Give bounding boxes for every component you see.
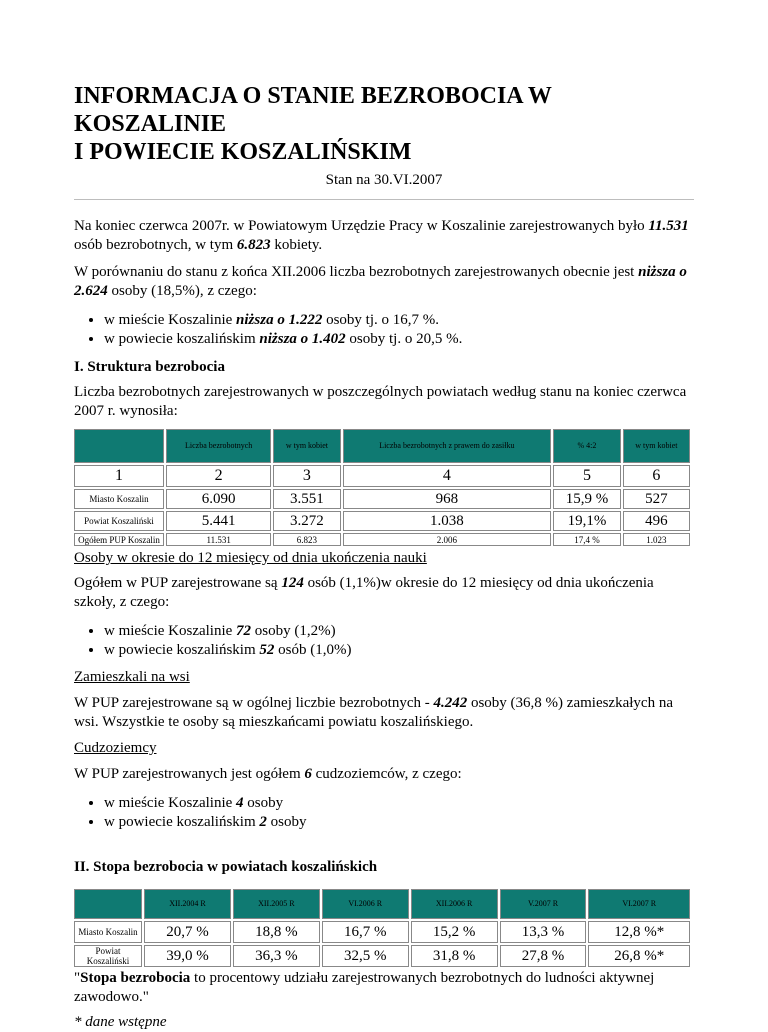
report-date: Stan na 30.VI.2007 [325, 172, 443, 188]
title-line-2: I POWIECIE KOSZALIŃSKIM [74, 139, 412, 165]
total-women: 6.823 [236, 237, 271, 253]
table-row: Powiat Koszaliński 5.441 3.272 1.038 19,1% 496 [74, 511, 690, 531]
table-header-row: XII.2004 R XII.2005 R VI.2006 R XII.2006 R V.2007 R VI.2007 R [74, 889, 690, 919]
village-heading: Zamieszkali na wsi [74, 669, 190, 685]
title-line-1: INFORMACJA O STANIE BEZROBOCIA W KOSZALINIE [74, 83, 552, 137]
comparison-paragraph: W porównaniu do stanu z końca XII.2006 liczba bezrobotnych zarejestrowanych obecnie jest niższa o 2.624 osoby (18,5%), z czego: [74, 264, 687, 299]
table-row: Miasto Koszalin 20,7 % 18,8 % 16,7 % 15,2 % 13,3 % 12,8 %* [74, 921, 690, 943]
graduates-paragraph: Ogółem w PUP zarejestrowane są 124 osób (1,1%)w okresie do 12 miesięcy od dnia ukończenia szkoły, z czego: [74, 575, 654, 610]
table-header-row: Liczba bezrobotnych w tym kobiet Liczba bezrobotnych z prawem do zasiłku % 4:2 w tym kobiet [74, 429, 690, 463]
unemployment-structure-table [72, 427, 692, 548]
comparison-list [74, 311, 694, 349]
graduates-heading: Osoby w okresie do 12 miesięcy od dnia ukończenia nauki [74, 550, 427, 566]
divider [74, 199, 694, 200]
list-item: • w mieście Koszalinie 4 osoby [104, 794, 694, 813]
intro-paragraph: Na koniec czerwca 2007r. w Powiatowym Urzędzie Pracy w Koszalinie zarejestrowanych było 11.531 osób bezrobotnych, w tym 6.823 kobiety. [74, 218, 689, 253]
section-2-heading: II. Stopa bezrobocia w powiatach koszalińskich [74, 859, 378, 875]
footnote: * dane wstępne [74, 1014, 167, 1030]
section-1-heading: I. Struktura bezrobocia [74, 359, 225, 375]
foreigners-heading: Cudzoziemcy [74, 740, 157, 756]
list-item: • w powiecie koszalińskim 52 osób (1,0%) [104, 641, 694, 660]
table-number-row: 1 2 3 4 5 6 [74, 465, 690, 487]
foreigners-list [74, 794, 694, 832]
list-item: • w powiecie koszalińskim 2 osoby [104, 813, 694, 832]
village-paragraph: W PUP zarejestrowane są w ogólnej liczbie bezrobotnych - 4.242 osoby (36,8 %) zamieszkałych na wsi. Wszystkie te osoby są mieszkańcami powiatu koszalińskiego. [74, 695, 673, 730]
table-row: Powiat Koszaliński 39,0 % 36,3 % 32,5 % 31,8 % 27,8 % 26,8 %* [74, 945, 690, 967]
foreigners-paragraph: W PUP zarejestrowanych jest ogółem 6 cudzoziemców, z czego: [74, 766, 462, 782]
list-item: • w mieście Koszalinie 72 osoby (1,2%) [104, 622, 694, 641]
total-unemployed: 11.531 [648, 218, 689, 234]
document-title [74, 0, 694, 166]
definition-paragraph: "Stopa bezrobocia to procentowy udziału zarejestrowanych bezrobotnych do ludności aktywnej zawodowo." [74, 970, 655, 1005]
unemployment-rate-table [72, 887, 692, 969]
section-1-text: Liczba bezrobotnych zarejestrowanych w poszczególnych powiatach według stanu na koniec czerwca 2007 r. wynosiła: [74, 384, 687, 419]
list-item: • w powiecie koszalińskim niższa o 1.402 osoby tj. o 20,5 %. [104, 330, 694, 349]
table-row-total: Ogółem PUP Koszalin 11.531 6.823 2.006 17,4 % 1.023 [74, 533, 690, 546]
table-row: Miasto Koszalin 6.090 3.551 968 15,9 % 527 [74, 489, 690, 509]
list-item: • w mieście Koszalinie niższa o 1.222 osoby tj. o 16,7 %. [104, 311, 694, 330]
graduates-list [74, 622, 694, 660]
